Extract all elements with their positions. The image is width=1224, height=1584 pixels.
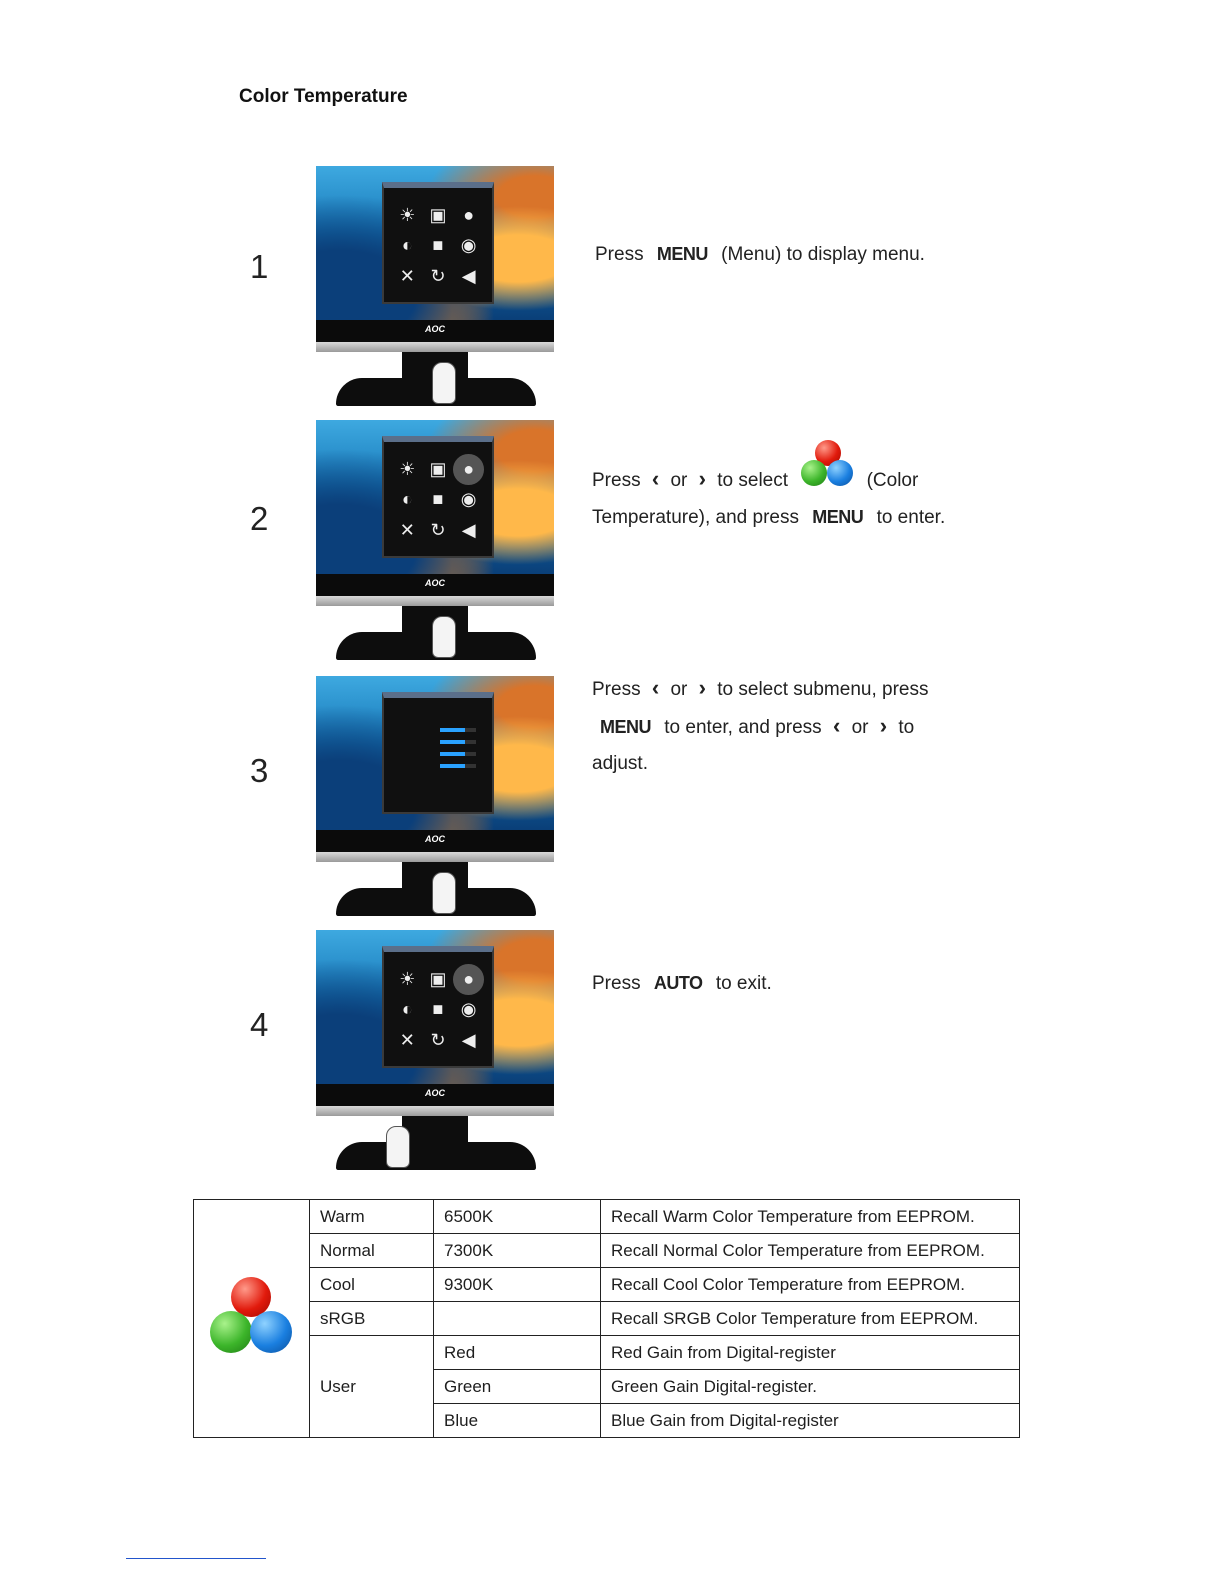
step-number: 3 [250,752,269,789]
exit-icon: ◀ [461,520,476,541]
text: to enter. [876,507,946,528]
table-cell-mode: Warm [310,1200,434,1234]
table-cell-description: Blue Gain from Digital-register [601,1404,1020,1438]
brand-logo: AOC [425,324,445,334]
text: (Menu) to display menu. [721,244,925,265]
table-row [194,1234,1020,1268]
osd-red-bar [440,728,476,732]
picture-boost-icon: ■ [432,999,444,1020]
hand-pressing-icon [432,362,456,404]
right-arrow-icon: › [879,713,888,738]
step-2-description [592,440,972,536]
text: Press [595,244,644,265]
step-number: 2 [250,500,269,537]
monitor-button-strip [316,1106,554,1116]
monitor-image-step-1 [316,166,554,406]
color-temp-icon: ● [453,454,484,485]
monitor-screen [316,930,554,1084]
color-boost-icon: ◐ [401,235,413,256]
reset-icon: ↻ [430,1030,446,1051]
hand-pressing-icon [386,1126,410,1168]
exit-icon: ◀ [461,266,476,287]
monitor-button-strip [316,596,554,606]
table-cell-description: Recall SRGB Color Temperature from EEPROM. [601,1302,1020,1336]
picture-boost-icon: ■ [432,235,444,256]
table-cell-value: 7300K [434,1234,601,1268]
monitor-screen [316,420,554,574]
color-boost-icon: ◐ [401,999,413,1020]
table-cell-value [434,1302,601,1336]
left-arrow-icon: ‹ [651,675,660,700]
table-cell-mode: User [310,1336,434,1438]
table-cell-description: Green Gain Digital-register. [601,1370,1020,1404]
table-cell-description: Recall Warm Color Temperature from EEPROM. [601,1200,1020,1234]
text: to select submenu, press [717,679,929,700]
page-title: Color Temperature [239,86,408,107]
osd-setup-icon: ◉ [460,235,477,256]
luminance-icon: ☀ [399,204,416,225]
osd-color-temp-submenu [382,692,494,814]
osd-main-menu [382,182,494,304]
extra-icon: ✕ [399,1030,415,1051]
color-temperature-icon [799,440,855,494]
menu-key-label: MENU [656,244,708,264]
table-cell-description: Recall Cool Color Temperature from EEPROM. [601,1268,1020,1302]
monitor-bezel [316,320,554,342]
table-cell-mode: Normal [310,1234,434,1268]
monitor-screen [316,676,554,830]
table-row [194,1336,1020,1370]
hand-pressing-icon [432,616,456,658]
table-row [194,1200,1020,1234]
right-arrow-icon: › [698,466,706,491]
hand-pressing-icon [432,872,456,914]
step-3-description [592,670,972,782]
osd-setup-icon: ◉ [460,489,477,510]
reset-icon: ↻ [430,520,446,541]
brand-logo: AOC [425,578,445,588]
monitor-button-strip [316,342,554,352]
brand-logo: AOC [425,1088,445,1098]
luminance-icon: ☀ [399,968,416,989]
text: to exit. [715,973,772,994]
text: or [851,717,869,738]
table-cell-description: Red Gain from Digital-register [601,1336,1020,1370]
text: (Color Temperature), and press [592,470,919,528]
picture-boost-icon: ■ [432,489,444,510]
table-cell-value: Green [434,1370,601,1404]
table-cell-value: 6500K [434,1200,601,1234]
osd-setup-icon: ◉ [460,999,477,1020]
monitor-image-step-2 [316,420,554,660]
text: to enter, and press [664,717,822,738]
monitor-bezel [316,830,554,852]
exit-icon: ◀ [461,1030,476,1051]
text: to select [717,470,789,491]
color-temp-icon: ● [463,204,475,225]
image-setup-icon: ▣ [429,458,447,479]
table-cell-value: Red [434,1336,601,1370]
image-setup-icon: ▣ [429,204,447,225]
table-cell-description: Recall Normal Color Temperature from EEPROM. [601,1234,1020,1268]
color-temperature-table [193,1199,1020,1438]
monitor-image-step-3 [316,676,554,916]
color-temp-icon: ● [453,964,484,995]
text: Press [592,679,641,700]
osd-green-bar [440,740,476,744]
monitor-button-strip [316,852,554,862]
left-arrow-icon: ‹ [832,713,841,738]
monitor-screen [316,166,554,320]
extra-icon: ✕ [399,520,415,541]
auto-key-label: AUTO [653,973,703,993]
image-setup-icon: ▣ [429,968,447,989]
text: Press [592,470,641,491]
left-arrow-icon: ‹ [651,466,660,491]
table-cell-value: Blue [434,1404,601,1438]
step-4-description [592,965,972,1002]
menu-key-label: MENU [600,717,651,737]
table-cell-value: 9300K [434,1268,601,1302]
text: or [670,470,688,491]
osd-main-menu [382,946,494,1068]
monitor-bezel [316,1084,554,1106]
table-cell-mode: sRGB [310,1302,434,1336]
osd-blue-bar [440,752,476,756]
brand-logo: AOC [425,834,445,844]
step-number: 4 [250,1006,269,1043]
extra-icon: ✕ [399,266,415,287]
text: or [670,679,688,700]
monitor-image-step-4 [316,930,554,1170]
monitor-bezel [316,574,554,596]
luminance-icon: ☀ [399,458,416,479]
step-number: 1 [250,248,269,285]
table-row [194,1302,1020,1336]
monitor-stand-base [336,1142,536,1170]
text: Press [592,973,641,994]
table-icon-cell [194,1200,310,1438]
table-cell-mode: Cool [310,1268,434,1302]
menu-key-label: MENU [812,507,864,527]
text: to adjust. [592,717,915,774]
table-row [194,1268,1020,1302]
reset-icon: ↻ [430,266,446,287]
footer-rule [126,1558,266,1559]
color-temperature-icon [210,1277,294,1355]
osd-level-bar [440,764,476,768]
osd-main-menu [382,436,494,558]
right-arrow-icon: › [698,675,706,700]
color-boost-icon: ◐ [401,489,413,510]
step-1-description [595,236,975,273]
